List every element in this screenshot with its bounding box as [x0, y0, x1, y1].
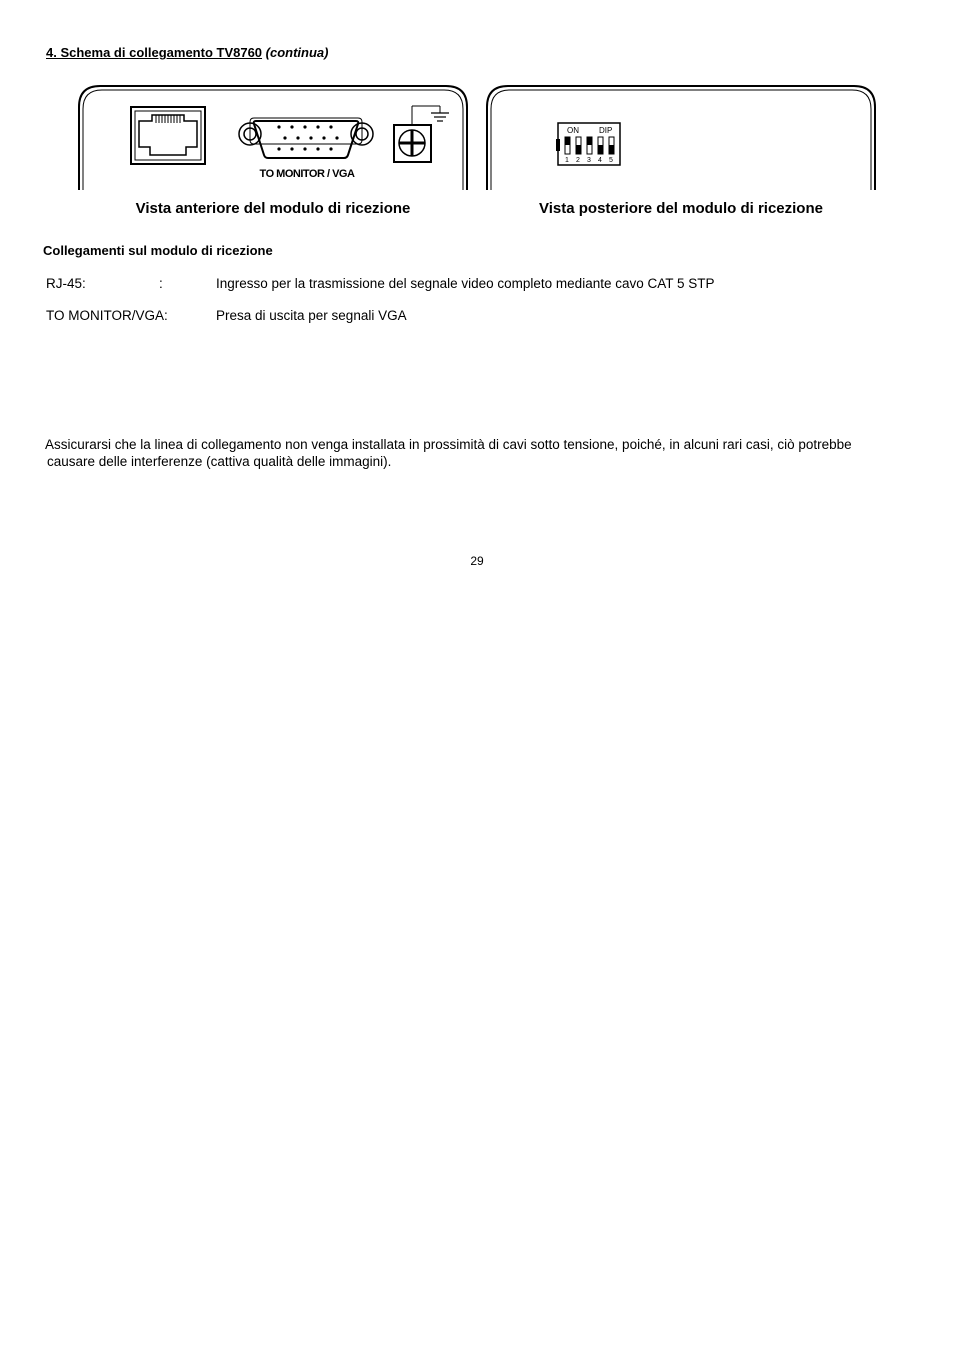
connection-description: Ingresso per la trasmissione del segnale video completo mediante cavo CAT 5 STP: [216, 276, 715, 291]
vga-port-icon: [239, 118, 373, 158]
dip-number-2: 2: [576, 157, 580, 164]
front-panel-caption: Vista anteriore del modulo di ricezione: [135, 200, 411, 217]
dip-label: DIP: [599, 126, 613, 135]
installation-note: [45, 437, 925, 470]
dip-on-label: ON: [567, 126, 579, 135]
connection-description: Presa di uscita per segnali VGA: [216, 308, 407, 323]
dip-number-4: 4: [598, 157, 602, 164]
rear-panel-diagram: [486, 85, 878, 191]
section-heading-suffix: (continua): [265, 45, 329, 60]
connections-title: Collegamenti sul modulo di ricezione: [43, 243, 273, 258]
dip-number-1: 1: [565, 157, 569, 164]
ground-terminal-icon: [394, 106, 449, 162]
dip-switch-icon: [558, 123, 620, 165]
installation-note-line: Assicurarsi che la linea di collegamento non venga installata in prossimità di cavi sotto tensione, poiché, in alcuni rari casi, ciò potrebbe: [45, 437, 852, 452]
connection-term: RJ-45:: [46, 276, 86, 291]
section-heading-title: 4. Schema di collegamento TV8760: [46, 45, 263, 60]
rj45-port-icon: [131, 107, 205, 164]
dip-number-3: 3: [587, 157, 591, 164]
dip-number-5: 5: [609, 157, 613, 164]
connection-separator: :: [159, 276, 163, 291]
front-panel-diagram: [78, 85, 470, 191]
installation-note-line: causare delle interferenze (cattiva qualità delle immagini).: [47, 453, 392, 469]
rear-panel-caption: Vista posteriore del modulo di ricezione: [539, 200, 823, 217]
section-heading: [46, 45, 328, 60]
page-number: 29: [470, 554, 484, 568]
vga-port-label: TO MONITOR / VGA: [259, 168, 355, 180]
connection-term: TO MONITOR/VGA:: [46, 308, 168, 323]
